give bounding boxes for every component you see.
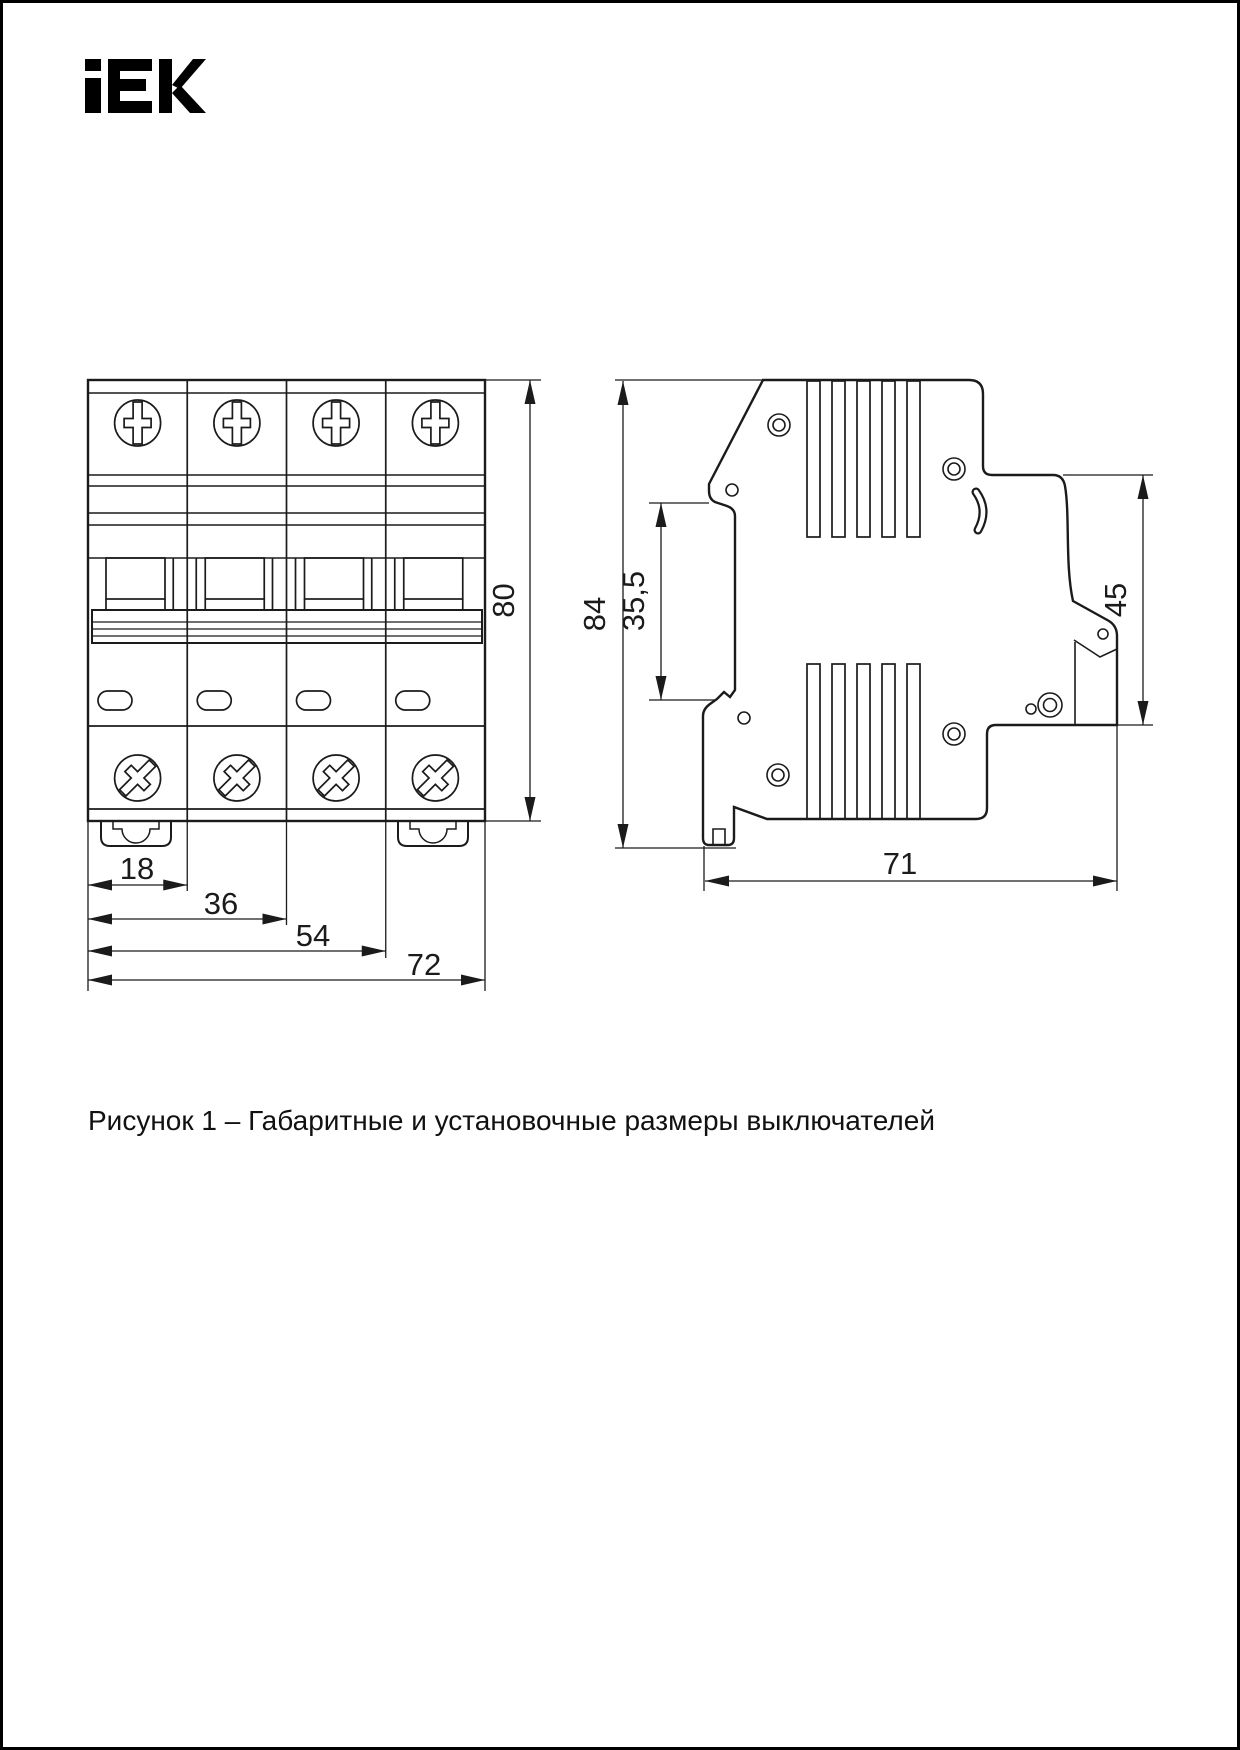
dim-54-label: 54 <box>295 918 331 953</box>
dim-84-label: 84 <box>577 596 612 632</box>
dim-72-label: 72 <box>406 947 442 982</box>
dim-18-label: 18 <box>119 851 155 886</box>
din-rail-clips-front <box>101 821 468 846</box>
dim-45-label: 45 <box>1098 582 1133 618</box>
dim-80-label: 80 <box>486 583 521 618</box>
side-view <box>577 380 1153 891</box>
dim-35-5-label: 35,5 <box>616 570 651 632</box>
side-body-outline <box>703 380 1117 845</box>
front-view <box>88 380 541 991</box>
dim-71-label: 71 <box>882 846 918 881</box>
dim-36-label: 36 <box>203 886 239 921</box>
dimension-drawing <box>3 3 1240 1750</box>
figure-caption: Рисунок 1 – Габаритные и установочные размеры выключателей <box>88 1105 935 1136</box>
